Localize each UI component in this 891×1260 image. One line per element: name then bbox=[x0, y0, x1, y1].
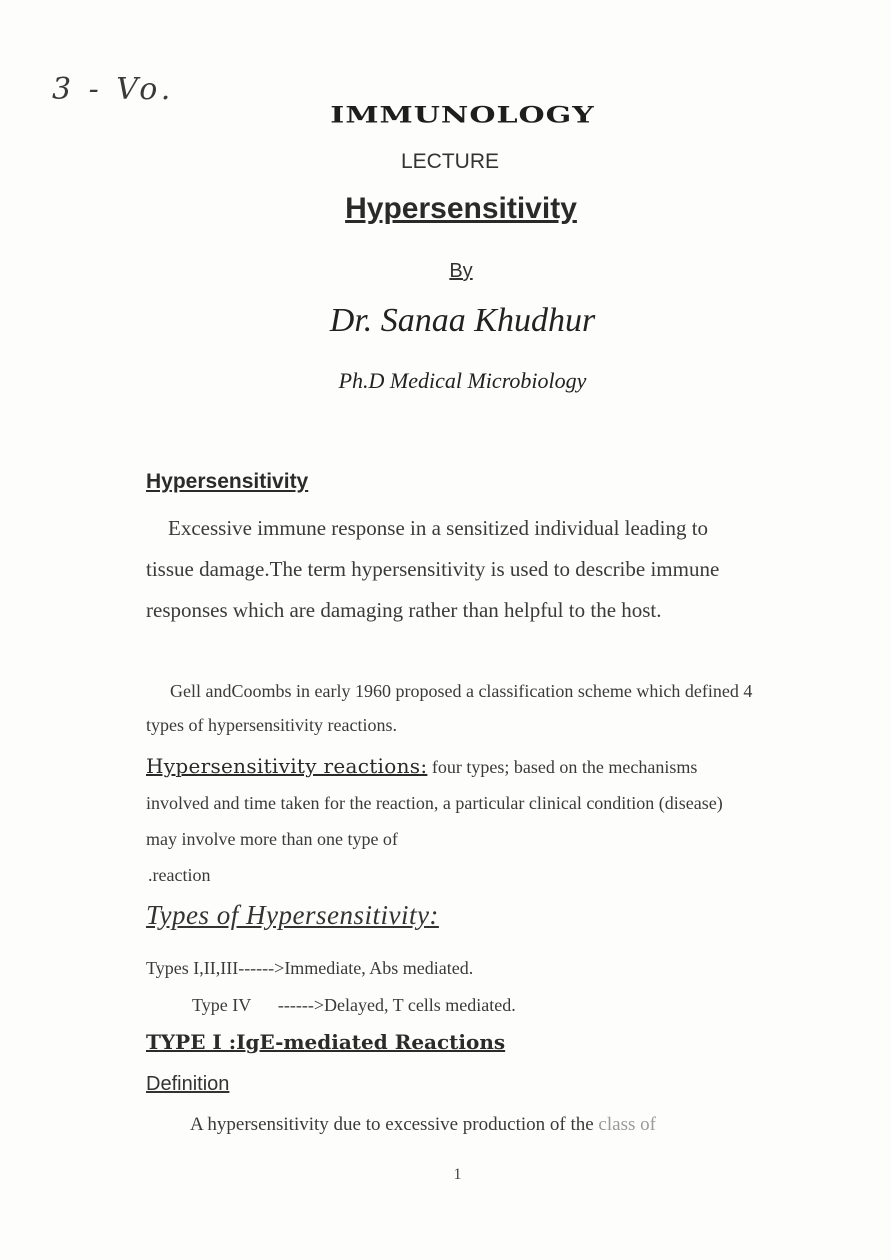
definition-paragraph bbox=[146, 508, 756, 631]
course-title: IMMUNOLOGY bbox=[330, 102, 595, 129]
definition-paragraph-text: Excessive immune response in a sensitized individual leading to tissue damage.The term hypersensitivity is used to describe immune responses which are damaging rather than helpful to the host. bbox=[146, 516, 720, 622]
reactions-label: Hypersensitivity reactions: bbox=[146, 754, 428, 778]
definition-text-faded: class of bbox=[593, 1114, 656, 1135]
reactions-trail: .reaction bbox=[148, 865, 211, 885]
handwritten-note: 3 - Vo. bbox=[52, 72, 175, 107]
classification-paragraph-text: Gell andCoombs in early 1960 proposed a classification scheme which defined 4 types of hypersensitivity reactions. bbox=[146, 681, 753, 735]
type1-heading: TYPE I :IgE-mediated Reactions bbox=[146, 1030, 506, 1054]
author-name: Dr. Sanaa Khudhur bbox=[329, 302, 596, 339]
reactions-paragraph bbox=[146, 748, 756, 893]
page-number: 1 bbox=[453, 1166, 462, 1183]
definition-label: Definition bbox=[146, 1073, 230, 1095]
reactions-text: four types; based on the mechanisms involved and time taken for the reaction, a particular clinical condition (disease) may involve more than one type of bbox=[146, 757, 723, 849]
types-line-delayed: Type IV ------>Delayed, T cells mediated. bbox=[192, 995, 516, 1015]
classification-paragraph bbox=[146, 674, 766, 742]
author-credential: Ph.D Medical Microbiology bbox=[338, 368, 587, 393]
lecture-topic: Hypersensitivity bbox=[345, 192, 577, 225]
types-heading: Types of Hypersensitivity: bbox=[146, 900, 439, 930]
by-label: By bbox=[449, 260, 473, 282]
lecture-label: LECTURE bbox=[400, 150, 500, 173]
section-heading: Hypersensitivity bbox=[146, 470, 309, 493]
types-line-immediate: Types I,II,III------>Immediate, Abs mediated. bbox=[146, 958, 474, 978]
definition-text-main: A hypersensitivity due to excessive production of the bbox=[190, 1114, 594, 1135]
definition-text bbox=[190, 1114, 750, 1136]
